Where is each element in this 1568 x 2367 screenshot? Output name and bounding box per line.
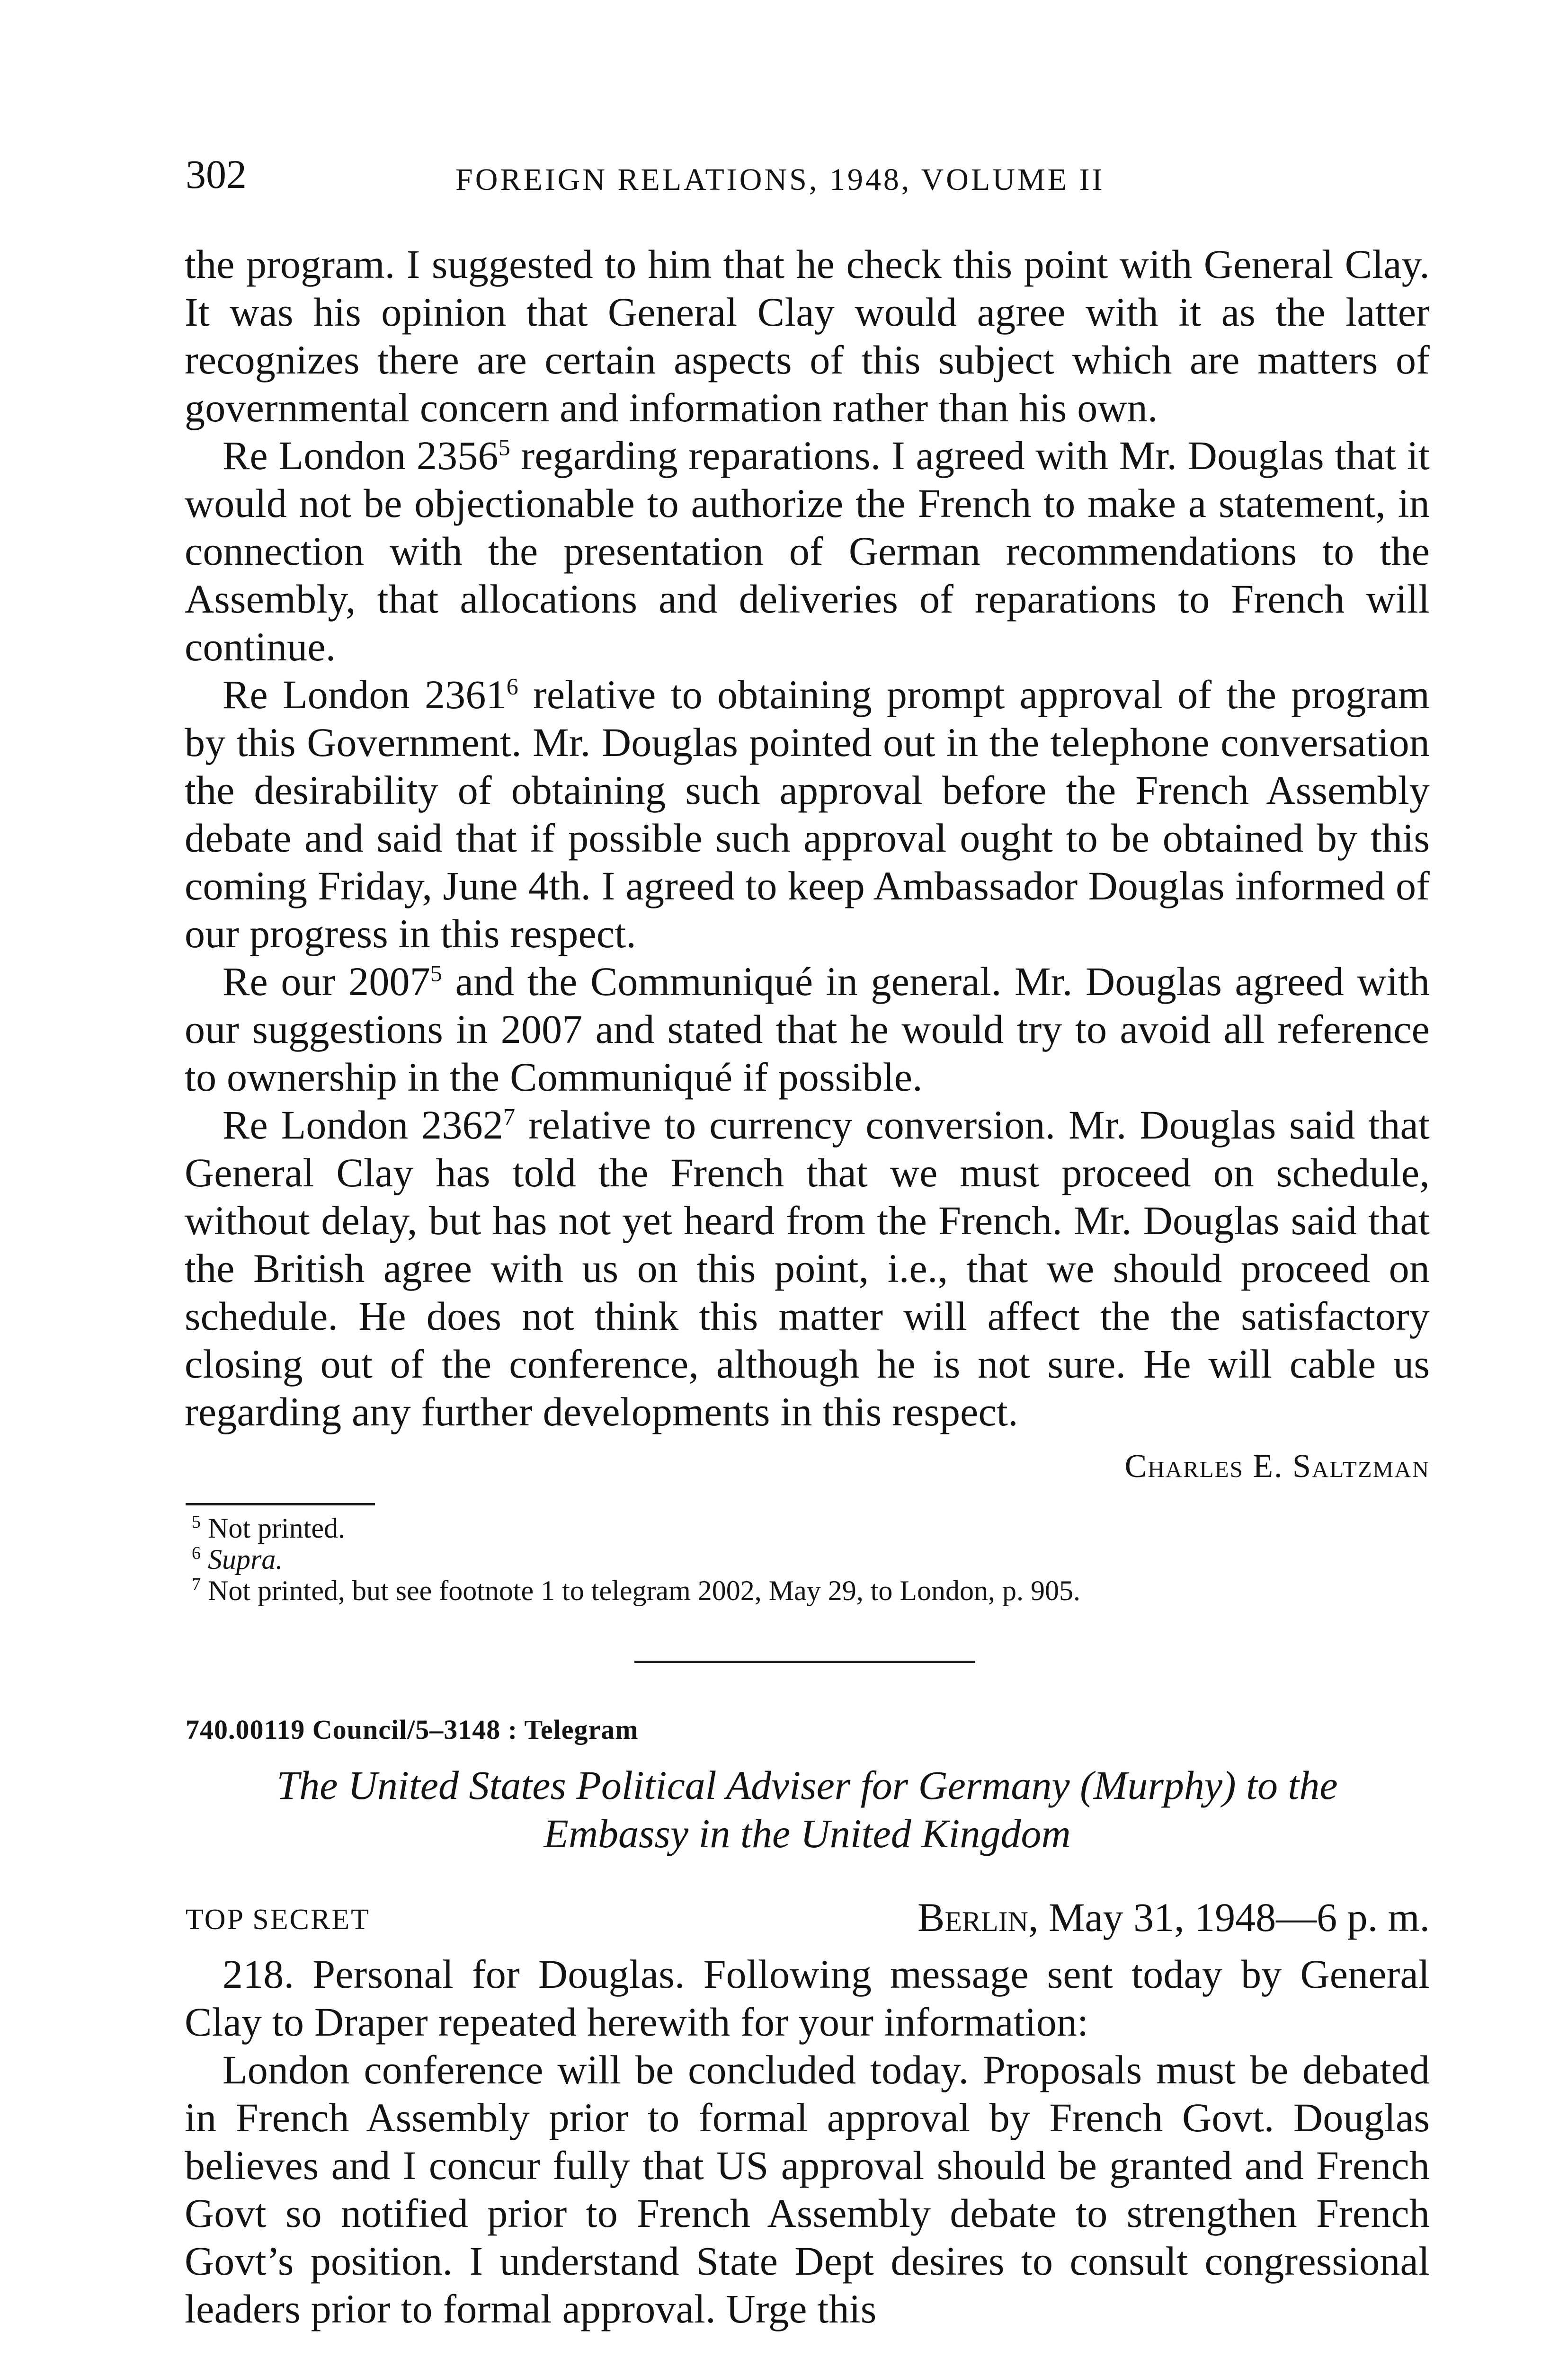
footnote-ref: 7 (503, 1103, 516, 1130)
footnote: $^7$ Not printed, but see footnote 1 to telegram 2002, May 29, to London, p. 905. (192, 1575, 1081, 1606)
footnote-ref: 6 (506, 673, 518, 700)
footnotes (192, 1513, 1423, 1606)
section-separator (634, 1661, 975, 1663)
page-number: 302 (186, 151, 247, 197)
document-title: The United States Political Adviser for Germany (Murphy) to the Embassy in the United Kingdom (276, 1762, 1338, 1856)
dateline (185, 1894, 1430, 1946)
file-reference: 740.00119 Council/5–3148 : Telegram (186, 1714, 639, 1745)
footnote-ref: 5 (430, 960, 443, 987)
classification-label: TOP SECRET (186, 1904, 371, 1936)
body-text-bottom (185, 1950, 1430, 2333)
paragraph: Re our 2007$^5$ and the Communiqué in general. Mr. Douglas agreed with our suggestions in 2007 and stated that he would try to avoid all reference to ownership in the Communiqué if possible. (185, 959, 1430, 1100)
footnote-rule (186, 1503, 375, 1505)
footnote: $^6$ Supra. (192, 1543, 283, 1575)
page-header (186, 151, 1431, 203)
paragraph: Re London 2362$^7$ relative to currency conversion. Mr. Douglas said that General Clay has told the French that we must proceed on schedule, without delay, but has not yet heard from the French. Mr. Douglas said that the British agree with us on this point, i.e., that we should proceed on schedule. He does not think this matter will affect the the satisfactory closing out of the conference, although he is not sure. He will cable us regarding any further developments in this respect. (185, 1102, 1430, 1434)
paragraph: London conference will be concluded today. Proposals must be debated in French Assembly prior to formal approval by French Govt. Douglas believes and I concur fully that US approval should be granted and French Govt so notified prior to French Assembly debate to strengthen French Govt’s position. I understand State Dept desires to consult congressional leaders prior to formal approval. Urge this (185, 2047, 1430, 2331)
date-place: Berlin, May 31, 1948—6 p. m. (917, 1895, 1430, 1940)
paragraph: Re London 2361$^6$ relative to obtaining prompt approval of the program by this Government. Mr. Douglas pointed out in the telephone conversation the desirability of obtaining such approval before the French Assembly debate and said that if possible such approval ought to be obtained by this coming Friday, June 4th. I agreed to keep Ambassador Douglas informed of our progress in this respect. (185, 672, 1430, 956)
paragraph: Re London 2356$^5$ regarding reparations. I agreed with Mr. Douglas that it would not be objectionable to authorize the French to make a statement, in connection with the presentation of German recommendations to the Assembly, that allocations and deliveries of reparations to French will continue. (185, 433, 1430, 669)
running-head: FOREIGN RELATIONS, 1948, VOLUME II (455, 162, 1105, 197)
paragraph: the program. I suggested to him that he check this point with General Clay. It was his opinion that General Clay would agree with it as the latter recognizes there are certain aspects of this subject which are matters of governmental concern and information rather than his own. (185, 241, 1430, 430)
footnote: $^5$ Not printed. (192, 1512, 345, 1544)
footnote-ref: 5 (498, 434, 510, 461)
paragraph: 218. Personal for Douglas. Following message sent today by General Clay to Draper repeated herewith for your information: (185, 1951, 1430, 2045)
signature: Charles E. Saltzman (1124, 1448, 1430, 1485)
body-text-top (185, 240, 1430, 1436)
